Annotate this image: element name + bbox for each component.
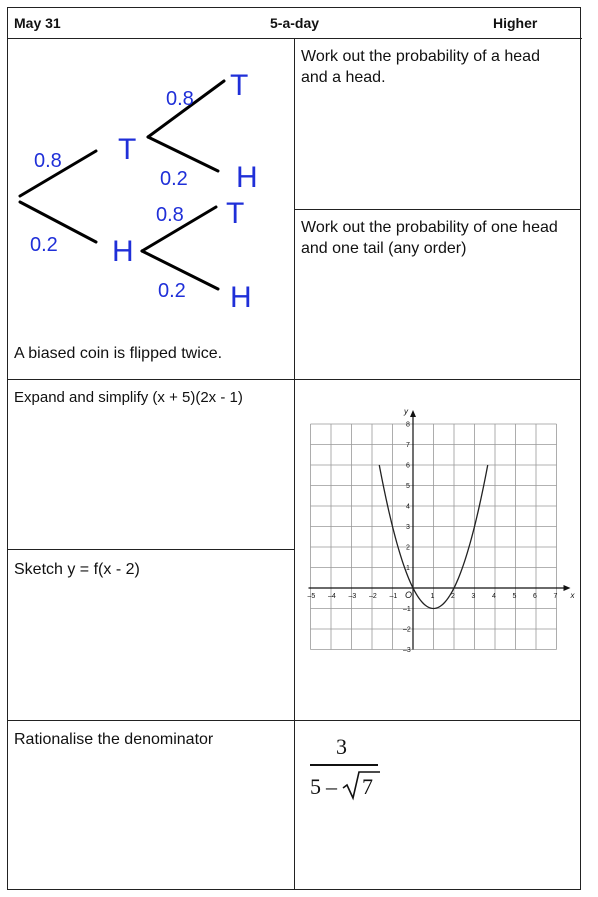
question-head-head: Work out the probability of a head and a head. bbox=[301, 48, 540, 86]
header-title: 5-a-day bbox=[270, 15, 320, 31]
fraction-denominator-whole: 5 bbox=[310, 774, 321, 799]
prob-first-top: 0.8 bbox=[34, 150, 62, 172]
x-tick-label: 1 bbox=[430, 593, 435, 600]
fraction-numerator: 3 bbox=[336, 734, 347, 759]
x-tick-label: –4 bbox=[328, 593, 336, 600]
row-divider-q1 bbox=[294, 209, 581, 210]
surd-fraction bbox=[304, 730, 394, 810]
prob-h-bottom: 0.2 bbox=[158, 280, 186, 302]
outcome-tt: T bbox=[230, 69, 249, 102]
y-tick-label: 1 bbox=[406, 565, 410, 572]
x-axis-label: x bbox=[570, 591, 575, 600]
header-date: May 31 bbox=[14, 15, 61, 31]
outcome-first-t: T bbox=[118, 133, 137, 166]
y-tick-label: –3 bbox=[403, 647, 411, 654]
outcome-th: H bbox=[236, 161, 258, 194]
tree-diagram-cell bbox=[8, 39, 294, 379]
worksheet bbox=[7, 7, 581, 890]
y-axis-label: y bbox=[404, 407, 408, 416]
x-tick-label: –5 bbox=[307, 593, 316, 600]
x-tick-label: 5 bbox=[512, 593, 517, 600]
row-divider-q2 bbox=[8, 549, 294, 550]
outcome-ht: T bbox=[226, 197, 245, 230]
prob-first-bottom: 0.2 bbox=[30, 234, 58, 256]
y-tick-label: 8 bbox=[406, 421, 410, 429]
x-tick-label: –1 bbox=[389, 593, 398, 600]
sketch-question: Sketch y = f(x - 2) bbox=[14, 561, 140, 578]
x-tick-label: 7 bbox=[553, 593, 558, 600]
x-tick-label: 6 bbox=[533, 593, 537, 600]
y-tick-label: 7 bbox=[406, 442, 410, 449]
x-axis-arrow bbox=[564, 585, 571, 591]
y-tick-label: 4 bbox=[406, 503, 410, 511]
x-tick-label: 3 bbox=[471, 593, 476, 600]
rationalise-question: Rationalise the denominator bbox=[14, 731, 214, 748]
x-tick-label: –2 bbox=[369, 593, 377, 600]
y-tick-label: 3 bbox=[406, 524, 410, 531]
outcome-first-h: H bbox=[112, 235, 134, 268]
x-tick-label: 2 bbox=[451, 593, 455, 600]
x-tick-label: –3 bbox=[348, 593, 357, 600]
row-divider-main-2 bbox=[8, 720, 581, 721]
question-one-head-one-tail: Work out the probability of one head and one tail (any order) bbox=[301, 219, 558, 257]
graph-cell bbox=[295, 380, 581, 720]
coin-caption: A biased coin is flipped twice. bbox=[14, 345, 223, 362]
header-bar bbox=[8, 8, 582, 39]
outcome-hh: H bbox=[230, 281, 252, 314]
fraction-denominator-minus: – bbox=[326, 774, 337, 799]
fraction-radicand: 7 bbox=[362, 774, 373, 799]
y-tick-label: 5 bbox=[406, 483, 410, 490]
y-tick-label: –2 bbox=[403, 626, 411, 634]
y-tick-label: 2 bbox=[406, 544, 410, 552]
x-tick-label: 4 bbox=[492, 593, 496, 600]
y-tick-label: 6 bbox=[406, 462, 410, 470]
y-axis-arrow bbox=[410, 410, 416, 417]
branch-t-bottom bbox=[148, 137, 218, 171]
prob-h-top: 0.8 bbox=[156, 204, 184, 226]
y-tick-label: –1 bbox=[403, 606, 411, 613]
origin-label: O bbox=[405, 590, 413, 600]
expand-question: Expand and simplify (x + 5)(2x - 1) bbox=[14, 389, 243, 406]
fraction-bar bbox=[310, 764, 378, 766]
prob-t-bottom: 0.2 bbox=[160, 168, 188, 190]
prob-t-top: 0.8 bbox=[166, 88, 194, 110]
quadratic-graph bbox=[295, 380, 581, 720]
tree-diagram bbox=[8, 39, 294, 379]
header-level: Higher bbox=[493, 15, 538, 31]
